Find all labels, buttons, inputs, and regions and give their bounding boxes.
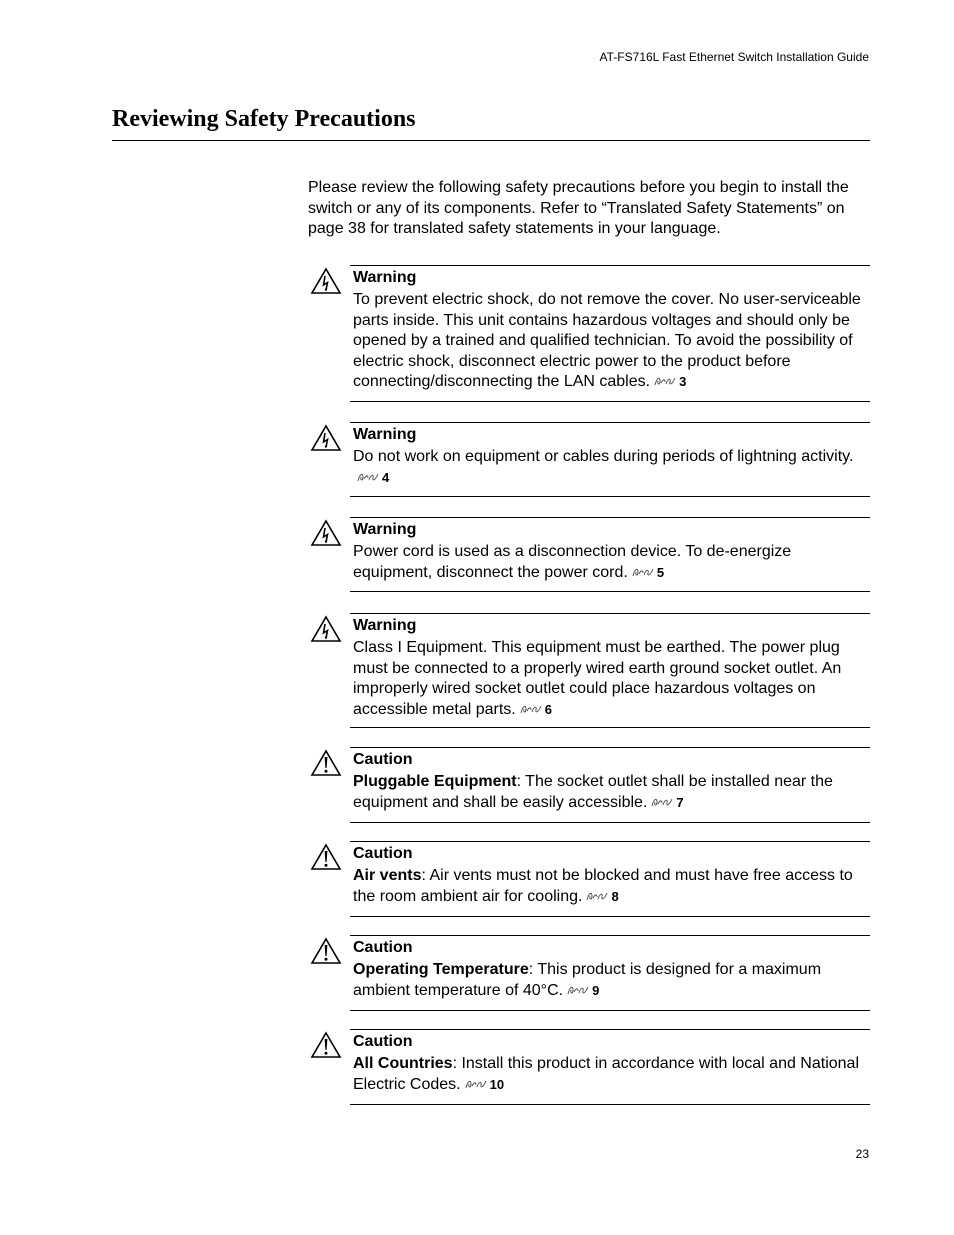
electrical-hazard-icon xyxy=(310,267,342,295)
electrical-hazard-icon xyxy=(310,424,342,452)
section-title: Reviewing Safety Precautions xyxy=(112,106,416,132)
notice-text: Do not work on equipment or cables during periods of lightning activity. xyxy=(353,448,854,465)
notice-lead: All Countries xyxy=(353,1055,453,1072)
intro-paragraph: Please review the following safety precautions before you begin to install the switch or any of its components. Refer to “Translated Safety Statements” on page 38 for translated safety statements in your language. xyxy=(308,179,849,237)
electrical-hazard-icon xyxy=(310,615,342,643)
notice-body xyxy=(353,638,870,720)
rule-bottom xyxy=(350,916,870,917)
rule-bottom xyxy=(350,401,870,402)
rule-top xyxy=(350,265,870,266)
rule-top xyxy=(350,422,870,423)
notice-warning-4 xyxy=(308,613,870,728)
notice-body xyxy=(353,447,870,488)
translation-reference-icon xyxy=(357,471,379,483)
caution-icon xyxy=(310,843,342,871)
notice-text: : The socket outlet shall be installed near the equipment and shall be easily accessible. xyxy=(353,773,833,811)
notice-lead: Operating Temperature xyxy=(353,961,529,978)
rule-bottom xyxy=(350,727,870,728)
rule-top xyxy=(350,841,870,842)
rule-top xyxy=(350,613,870,614)
rule-bottom xyxy=(350,1010,870,1011)
notice-text: : Air vents must not be blocked and must have free access to the room ambient air for cooling. xyxy=(353,867,853,905)
notice-caution-1 xyxy=(308,747,870,823)
notice-text: : This product is designed for a maximum ambient temperature of 40°C. xyxy=(353,961,822,999)
notice-heading: Caution xyxy=(353,845,413,862)
translation-reference-number: 4 xyxy=(382,469,390,485)
notice-heading: Warning xyxy=(353,426,417,443)
electrical-hazard-icon xyxy=(310,519,342,547)
notice-text: To prevent electric shock, do not remove the cover. No user-serviceable parts inside. This unit contains hazardous voltages and should only be opened by a trained and qualified technician. To avoid the possibility of electric shock, disconnect electric power to the product before connecting/disconnecting the LAN cables. xyxy=(353,291,861,390)
notice-warning-2 xyxy=(308,422,870,497)
translation-reference-number: 5 xyxy=(656,564,665,580)
rule-top xyxy=(350,747,870,748)
translation-reference-number: 9 xyxy=(592,982,600,998)
notice-body xyxy=(353,866,870,907)
notice-heading: Warning xyxy=(353,269,417,286)
notice-heading: Caution xyxy=(353,1033,413,1050)
caution-icon xyxy=(310,1031,342,1059)
rule-top xyxy=(350,1029,870,1030)
translation-reference-number: 10 xyxy=(489,1076,505,1092)
rule-bottom xyxy=(350,591,870,592)
notice-text: : Install this product in accordance with local and National Electric Codes. xyxy=(353,1055,860,1093)
notice-warning-3 xyxy=(308,517,870,592)
notice-text: Power cord is used as a disconnection device. To de-energize equipment, disconnect the power cord. xyxy=(353,543,792,581)
translation-reference-number: 3 xyxy=(679,374,687,389)
translation-reference-icon xyxy=(632,566,654,578)
title-rule xyxy=(112,140,870,141)
translation-reference-icon xyxy=(520,703,542,715)
notice-heading: Caution xyxy=(353,939,413,956)
caution-icon xyxy=(310,749,342,777)
notice-body xyxy=(353,960,870,1001)
translation-reference-number: 7 xyxy=(676,794,684,810)
translation-reference-icon xyxy=(586,890,608,902)
translation-reference-icon xyxy=(567,984,589,996)
translation-reference-icon xyxy=(465,1078,487,1090)
notice-heading: Warning xyxy=(353,617,417,634)
notice-lead: Air vents xyxy=(353,867,422,884)
notice-warning-1 xyxy=(308,265,870,402)
notice-lead: Pluggable Equipment xyxy=(353,773,517,790)
notice-caution-2 xyxy=(308,841,870,917)
notice-body xyxy=(353,542,870,583)
notice-body xyxy=(353,290,870,393)
translation-reference-icon xyxy=(651,796,673,808)
notice-caution-3 xyxy=(308,935,870,1011)
rule-top xyxy=(350,517,870,518)
running-header: AT-FS716L Fast Ethernet Switch Installation Guide xyxy=(599,50,869,64)
rule-bottom xyxy=(350,822,870,823)
notice-body xyxy=(353,1054,870,1095)
notice-heading: Warning xyxy=(353,521,417,538)
notice-text: Class I Equipment. This equipment must be earthed. The power plug must be connected to a properly wired earth ground socket outlet. An improperly wired socket outlet could place hazardous voltages on accessible metal parts. xyxy=(353,639,842,718)
notice-heading: Caution xyxy=(353,751,413,768)
notice-body xyxy=(353,772,870,813)
rule-top xyxy=(350,935,870,936)
page-number: 23 xyxy=(855,1147,869,1161)
translation-reference-number: 8 xyxy=(611,888,619,904)
translation-reference-number: 6 xyxy=(544,701,552,717)
rule-bottom xyxy=(350,1104,870,1105)
notice-caution-4 xyxy=(308,1029,870,1105)
caution-icon xyxy=(310,937,342,965)
translation-reference-icon xyxy=(654,375,676,387)
rule-bottom xyxy=(350,496,870,497)
